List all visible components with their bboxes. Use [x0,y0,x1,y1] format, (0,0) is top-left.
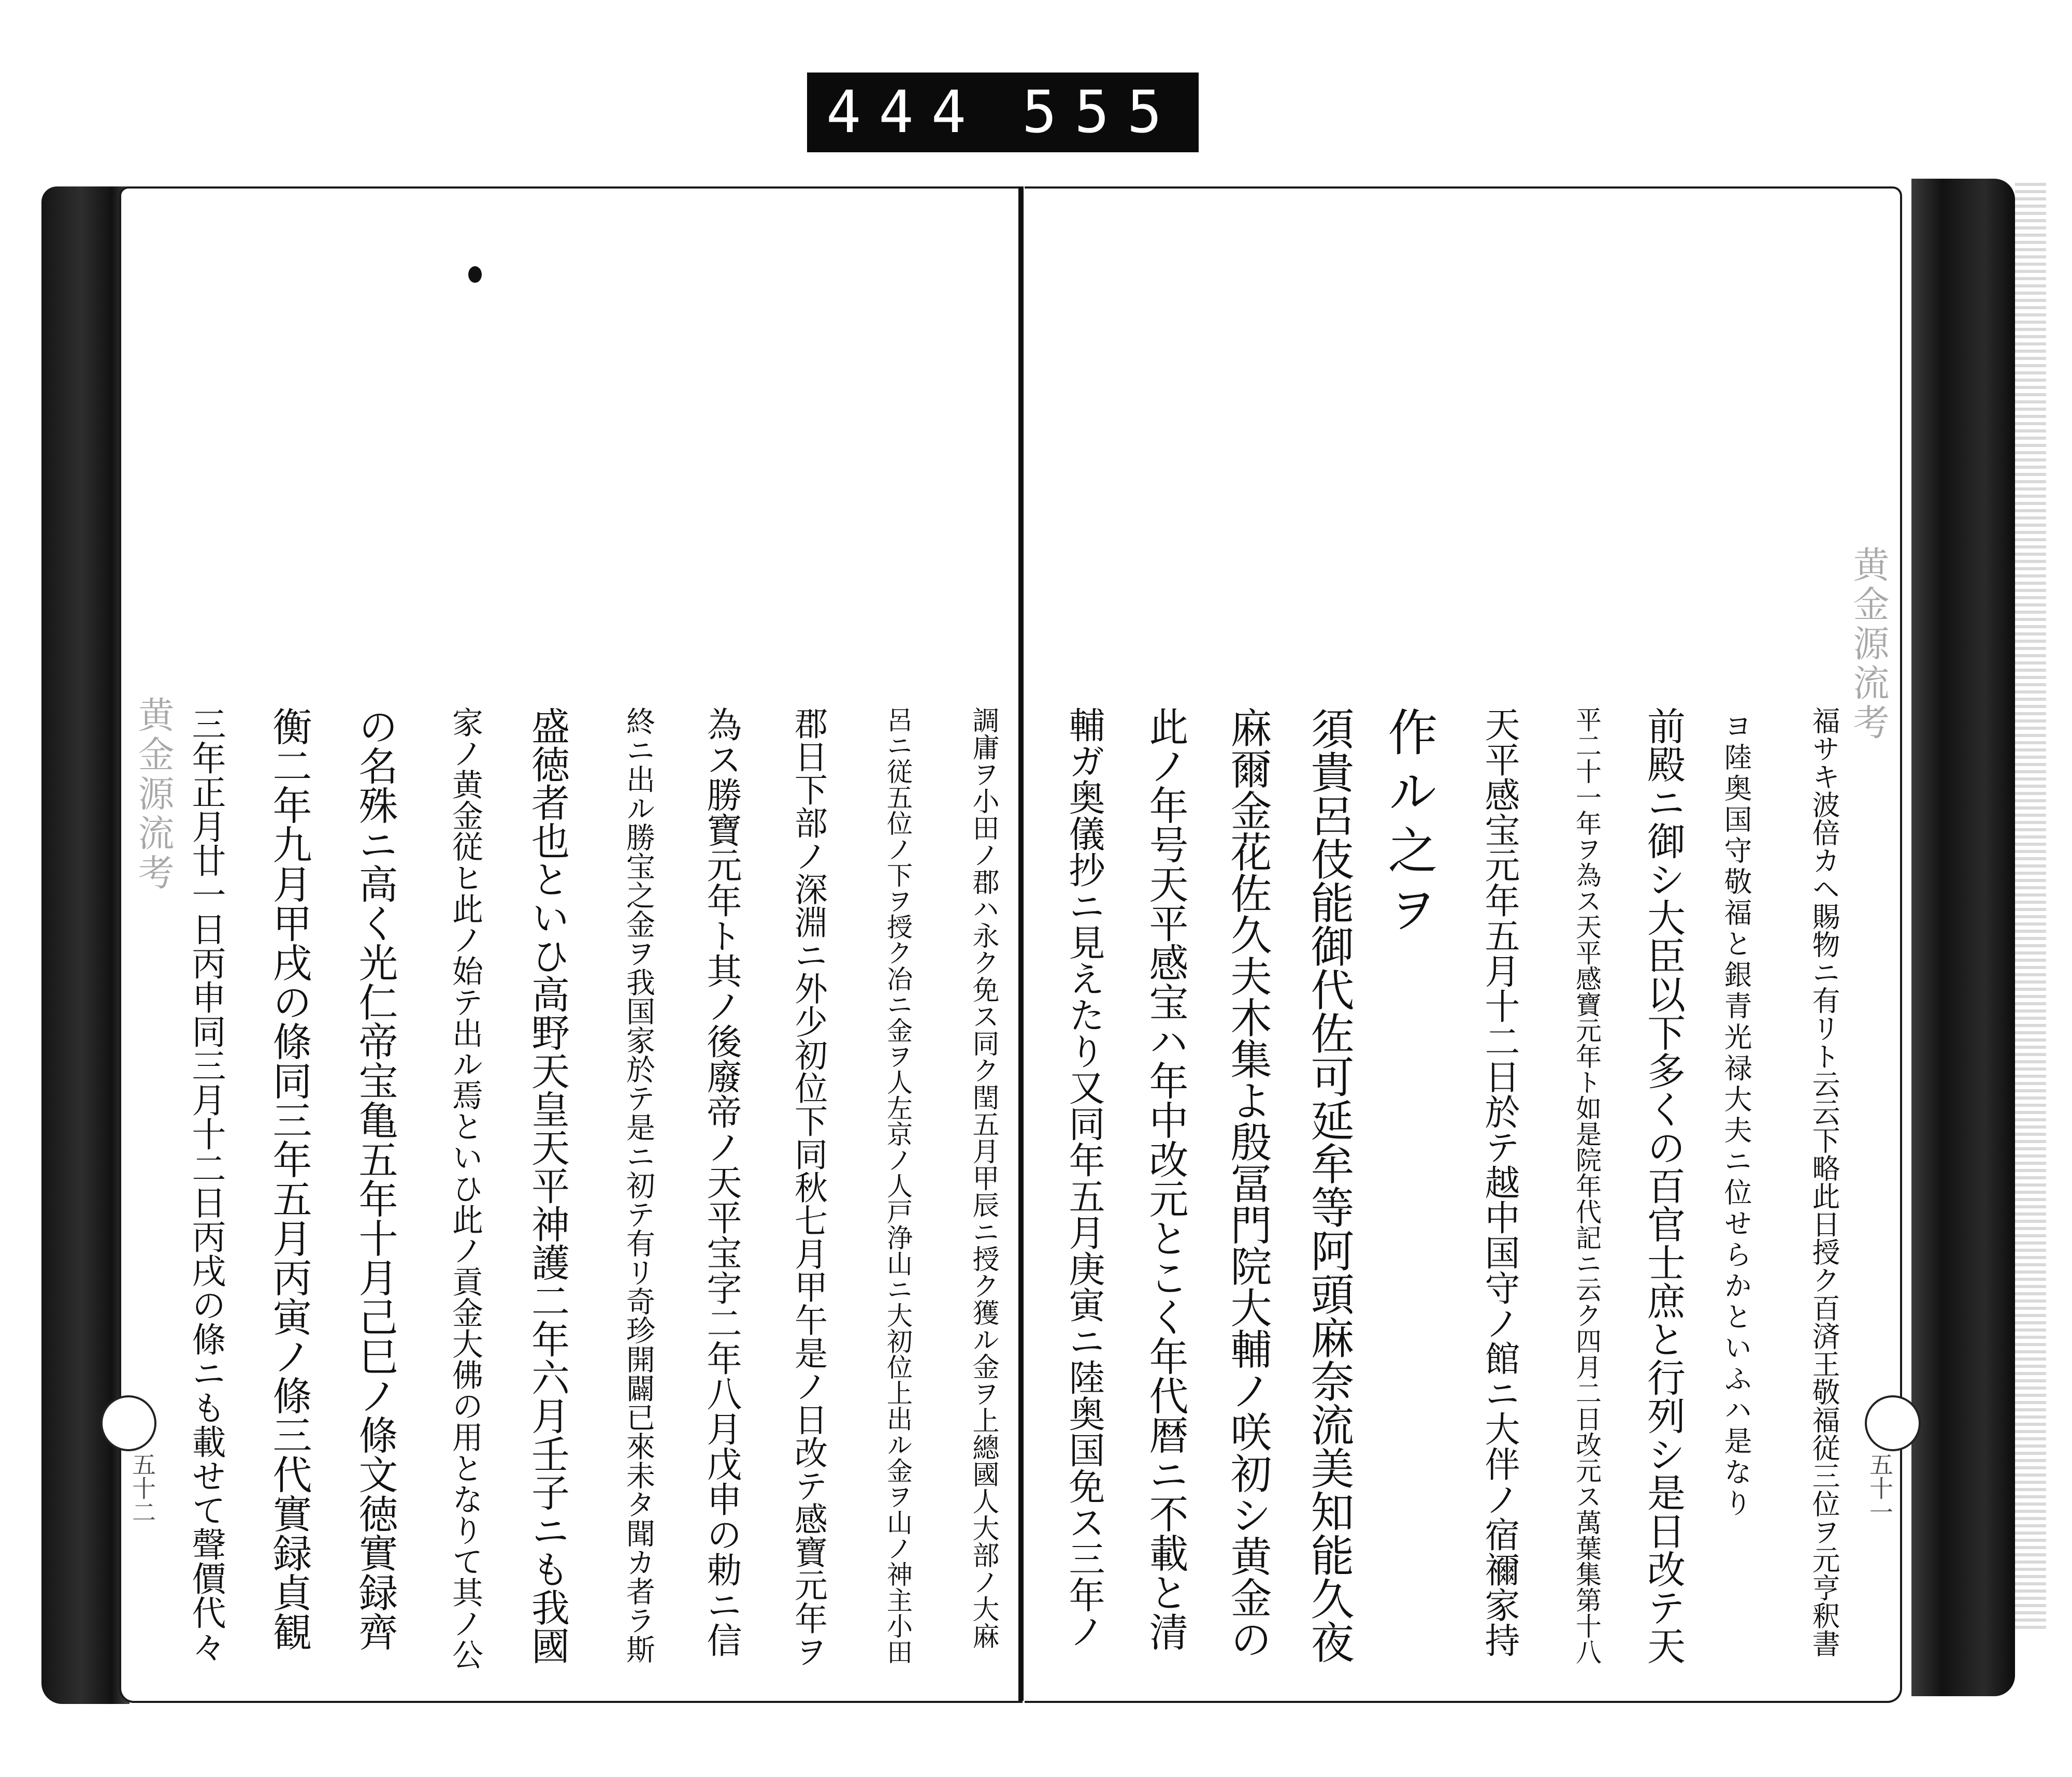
left-column-8: の名殊ニ高く光仁帝宝亀五年十月己巳ノ條文徳實録齊 [352,706,398,1651]
left-column-3: 郡日下部ノ深淵ニ外少初位下同秋七月甲午是ノ日改テ感寶元年ヲ [789,706,827,1668]
book-spine [1018,186,1024,1701]
right-page-rubric: 黄金源流考 [1847,546,1890,743]
left-column-1: 調庸ヲ小田ノ郡ハ永ク免ス同ク閏五月甲辰ニ授ク獲ル金ヲ上總國人大部ノ大麻 [968,706,999,1649]
book-left-edge [41,186,130,1704]
right-column-3: 前殿ニ御シ大臣以下多くの百官士庶と行列シ是日改テ天 [1641,706,1686,1665]
right-column-9: 此ノ年号天平感宝ハ年中改元とこく年代暦ニ不載と清 [1143,706,1189,1651]
ink-speck [468,266,482,283]
left-column-9: 衡二年九月甲戌の條同三年五月丙寅ノ條三代實録貞観 [266,706,312,1651]
right-column-6: 作ル之ヲ [1380,706,1438,943]
left-column-2: 呂ニ従五位ノ下ヲ授ク冶ニ金ヲ人左京ノ人戸浄山ニ大初位上出ル金ヲ山ノ神主小田 [883,706,913,1665]
left-column-7: 家ノ黄金従ヒ此ノ始テ出ル焉といひ此ノ貢金大佛の用となりて其ノ公 [447,706,483,1670]
open-book [31,174,2046,1758]
right-column-5: 天平感宝元年五月十二日於テ越中国守ノ館ニ大伴ノ宿禰家持 [1479,706,1520,1657]
book-right-edge [1911,179,2015,1696]
left-column-5: 終ニ出ル勝宝之金ヲ我国家於テ是ニ初テ有リ奇珍開闢已來未タ聞カ者ラ斯 [622,706,655,1664]
left-page [119,186,1023,1703]
right-page-notch [1865,1395,1921,1451]
left-column-10: 三年正月廿一日丙申同三月十二日丙戌の條ニも載せて聲價代々 [186,706,226,1664]
left-column-6: 盛徳者也といひ高野天皇天平神護二年六月壬子ニも我國 [525,706,570,1665]
right-column-4: 平二十一年ヲ為ス天平感寶元年ト如是院年代記ニ云ク四月二日改元ス萬葉集第十八 [1572,706,1602,1665]
page-stack-edge [2015,179,2046,1629]
left-column-4: 為ス勝寶元年ト其ノ後廢帝ノ天平宝字二年八月戊申の勅ニ信 [701,706,742,1657]
plate-right-number: 555 [1021,79,1180,146]
archive-label-plate [807,73,1199,152]
right-page [1025,186,1902,1703]
left-page-notch [100,1395,156,1451]
right-column-2-annotation: ヨ陸奥国守敬福と銀青光禄大夫ニ位せらかといふハ是なり [1720,712,1752,1520]
right-column-10: 輔ガ奥儀抄ニ見えたり又同年五月庚寅ニ陸奥国免ス三年ノ [1063,706,1105,1649]
left-page-rubric: 黄金源流考 [132,696,175,893]
right-page-number: 五十一 [1866,1452,1894,1524]
right-column-8: 麻爾金花佐久夫木集よ殷冨門院大輔ノ咲初シ黄金の [1224,706,1272,1659]
plate-left-number: 444 [826,79,984,146]
right-column-1: 福サキ波倍カヘ賜物ニ有リト云云下略此日授ク百済王敬福従三位ヲ元亨釈書 [1808,706,1840,1657]
right-column-7: 須貴呂伎能御代佐可延牟等阿頭麻奈流美知能久夜 [1304,706,1355,1664]
left-page-number: 五十二 [128,1452,156,1524]
